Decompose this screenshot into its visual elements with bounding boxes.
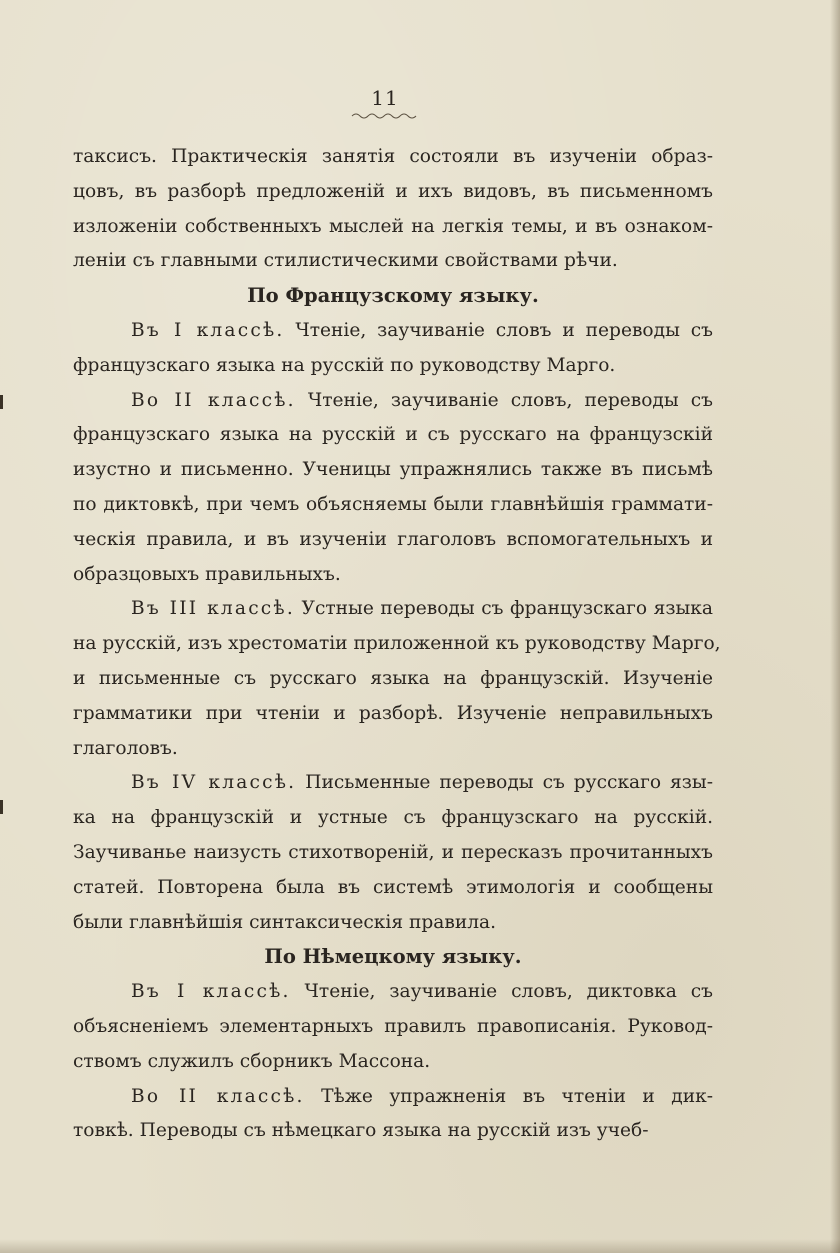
ornamental-rule xyxy=(350,112,420,120)
text-line xyxy=(73,592,713,627)
text-line xyxy=(73,766,713,801)
margin-mark xyxy=(0,395,3,409)
line-text: Чтеніе, заучиваніе словъ и переводы съ xyxy=(284,319,714,341)
text-line: ствомъ служилъ сборникъ Массона. xyxy=(73,1050,431,1072)
page-edge-shadow xyxy=(830,0,840,1253)
class-label: Въ IV классѣ. xyxy=(131,772,297,794)
text-line: и письменные съ русскаго языка на французскій. Изученіе xyxy=(73,667,713,689)
class-label: Въ III классѣ. xyxy=(131,598,295,620)
text-line: ка на французскій и устные съ французскаго на русскій. xyxy=(73,807,713,829)
page-number: 11 xyxy=(371,86,399,110)
page-bottom-shadow xyxy=(0,1239,840,1253)
text-line: изложеніи собственныхъ мыслей на легкія темы, и въ ознаком- xyxy=(73,215,713,237)
text-line: леніи съ главными стилистическими свойствами рѣчи. xyxy=(73,250,618,272)
section-heading: По Нѣмецкому языку. xyxy=(264,945,522,969)
line-text: Чтеніе, заучиваніе словъ, диктовка съ xyxy=(290,981,713,1003)
text-line: товкѣ. Переводы съ нѣмецкаго языка на русскій изъ учеб- xyxy=(73,1120,649,1142)
text-line: таксисъ. Практическія занятія состояли въ изученіи образ- xyxy=(73,146,713,167)
line-text: Тѣже упражненія въ чтеніи и дик- xyxy=(304,1085,713,1107)
text-line: объясненіемъ элементарныхъ правилъ правописанія. Руковод- xyxy=(73,1015,713,1037)
text-line: на русскій, изъ хрестоматіи приложенной къ руководству Марго, xyxy=(73,633,721,655)
text-line xyxy=(73,975,713,1010)
text-line: изустно и письменно. Ученицы упражнялись также въ письмѣ xyxy=(73,459,713,481)
text-line: грамматики при чтеніи и разборѣ. Изученіе неправильныхъ xyxy=(73,702,713,724)
margin-mark xyxy=(0,800,3,814)
text-line xyxy=(73,314,713,349)
text-line: французскаго языка на русскій по руководству Марго. xyxy=(73,354,616,376)
line-text: Устные переводы съ французскаго языка xyxy=(294,598,714,620)
line-text: Чтеніе, заучиваніе словъ, переводы съ xyxy=(295,389,713,411)
body-text xyxy=(73,140,721,1149)
text-line xyxy=(73,384,713,419)
text-line: цовъ, въ разборѣ предложеній и ихъ видовъ, въ письменномъ xyxy=(73,180,713,202)
text-line: по диктовкѣ, при чемъ объясняемы были главнѣйшія граммати- xyxy=(73,493,713,515)
text-line: были главнѣйшія синтаксическія правила. xyxy=(73,911,497,933)
text-line: Заучиванье наизусть стихотвореній, и пересказъ прочитанныхъ xyxy=(73,841,713,863)
text-line: французскаго языка на русскій и съ русскаго на французскій xyxy=(73,424,713,446)
class-label: Въ I классѣ. xyxy=(131,981,291,1003)
text-line: образцовыхъ правильныхъ. xyxy=(73,563,341,585)
class-label: Во II классѣ. xyxy=(131,389,296,411)
text-line xyxy=(73,1080,713,1115)
page-header xyxy=(0,86,770,120)
section-heading: По Французскому языку. xyxy=(247,284,539,308)
line-text: Письменные переводы съ русскаго язы- xyxy=(296,772,713,794)
text-line: ческія правила, и въ изученіи глаголовъ вспомогательныхъ и xyxy=(73,528,713,550)
class-label: Во II классѣ. xyxy=(131,1085,305,1107)
text-line: статей. Повторена была въ системѣ этимологія и сообщены xyxy=(73,876,713,898)
text-line: глаголовъ. xyxy=(73,737,178,759)
class-label: Въ I классѣ. xyxy=(131,319,285,341)
